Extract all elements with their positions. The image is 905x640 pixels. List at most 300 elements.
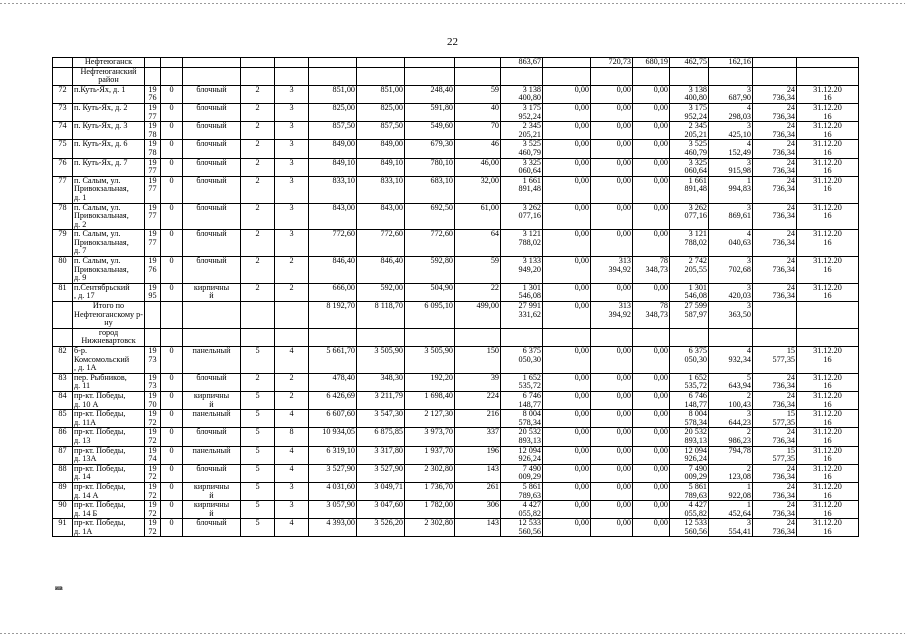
table-cell: 679,30 <box>405 140 455 158</box>
table-cell: 31.12.20 16 <box>797 501 859 519</box>
table-cell: 0,00 <box>633 283 670 301</box>
table-cell: 31.12.20 16 <box>797 410 859 428</box>
table-cell: 0,00 <box>543 122 591 140</box>
table-cell: 549,60 <box>405 122 455 140</box>
table-cell: 0,00 <box>591 391 633 409</box>
table-cell: 46 <box>455 140 501 158</box>
table-cell <box>633 328 670 346</box>
table-cell: кирпичны й <box>183 391 241 409</box>
table-cell: 143 <box>455 464 501 482</box>
table-cell: 2 <box>241 122 275 140</box>
table-cell: 3 262 077,16 <box>670 203 709 230</box>
table-cell: 833,10 <box>357 176 405 203</box>
table-cell <box>241 302 275 329</box>
table-cell: 0 <box>161 464 183 482</box>
table-cell: 0,00 <box>543 519 591 537</box>
table-cell: 2 <box>241 140 275 158</box>
table-cell: 19 72 <box>145 428 161 446</box>
table-row <box>53 203 859 230</box>
table-cell: 0,00 <box>633 103 670 121</box>
table-cell: панельный <box>183 410 241 428</box>
table-cell <box>591 67 633 85</box>
table-cell: 0,00 <box>591 203 633 230</box>
table-cell <box>709 67 753 85</box>
table-cell: 0 <box>161 446 183 464</box>
table-row <box>53 464 859 482</box>
table-cell: 6 375 050,30 <box>670 347 709 374</box>
table-cell: 2 <box>241 103 275 121</box>
table-cell: 3 <box>275 176 309 203</box>
table-cell: 2 <box>241 158 275 176</box>
table-cell: 0 <box>161 501 183 519</box>
table-cell: 1 452,64 <box>709 501 753 519</box>
table-cell: 19 78 <box>145 140 161 158</box>
table-cell: 3 175 952,24 <box>501 103 543 121</box>
table-cell: 2 <box>241 203 275 230</box>
table-row <box>53 482 859 500</box>
table-cell: 24 736,34 <box>753 85 797 103</box>
page-number: 22 <box>447 36 458 48</box>
table-cell: 1 782,00 <box>405 501 455 519</box>
table-cell <box>455 67 501 85</box>
table-cell: 8 192,70 <box>309 302 357 329</box>
table-cell: 78 348,73 <box>633 302 670 329</box>
table-cell: 0,00 <box>633 230 670 257</box>
table-cell: 8 <box>275 428 309 446</box>
table-cell: 3 973,70 <box>405 428 455 446</box>
table-cell: 24 736,34 <box>753 501 797 519</box>
table-cell: 3 687,90 <box>709 85 753 103</box>
table-cell: п. Салым, ул. Привокзальная, д. 7 <box>73 230 145 257</box>
table-cell: 1 937,70 <box>405 446 455 464</box>
table-cell: 24 736,34 <box>753 257 797 284</box>
table-cell: 0 <box>161 410 183 428</box>
table-cell: 31.12.20 16 <box>797 283 859 301</box>
table-cell <box>145 58 161 68</box>
table-cell: 76 <box>53 158 73 176</box>
table-cell <box>241 67 275 85</box>
table-cell: 72 <box>53 85 73 103</box>
table-cell: 3 554,41 <box>709 519 753 537</box>
table-cell: 20 532 893,13 <box>670 428 709 446</box>
table-cell: 19 76 <box>145 85 161 103</box>
table-cell: 0,00 <box>543 158 591 176</box>
table-cell: 24 736,34 <box>753 158 797 176</box>
table-cell: 91 <box>53 519 73 537</box>
table-cell: 592,00 <box>357 283 405 301</box>
table-cell <box>591 328 633 346</box>
table-cell: б-р. Комсомольский , д. 1А <box>73 347 145 374</box>
table-cell: 843,00 <box>357 203 405 230</box>
table-cell: 3 525 460,79 <box>670 140 709 158</box>
table-cell: пер. Рыбников, д. 11 <box>73 373 145 391</box>
table-cell: 3 525 460,79 <box>501 140 543 158</box>
table-cell <box>53 302 73 329</box>
table-cell: 680,19 <box>633 58 670 68</box>
housing-table <box>52 57 859 537</box>
table-cell: 3 363,50 <box>709 302 753 329</box>
table-cell: 6 746 148,77 <box>501 391 543 409</box>
table-cell: 59 <box>455 85 501 103</box>
page-top-edge <box>0 3 905 4</box>
table-cell: блочный <box>183 140 241 158</box>
table-row <box>53 519 859 537</box>
table-cell: 4 <box>275 464 309 482</box>
table-cell: пр-кт. Победы, д. 13А <box>73 446 145 464</box>
table-cell: 0,00 <box>633 203 670 230</box>
table-cell: 0 <box>161 203 183 230</box>
table-cell: 3 644,23 <box>709 410 753 428</box>
table-cell <box>753 328 797 346</box>
table-cell <box>161 67 183 85</box>
table-cell: 32,00 <box>455 176 501 203</box>
table-cell: 1 652 535,72 <box>501 373 543 391</box>
table-cell: 0,00 <box>633 446 670 464</box>
table-cell <box>53 328 73 346</box>
table-cell: 0,00 <box>591 482 633 500</box>
table-cell <box>183 67 241 85</box>
table-cell: 2 127,30 <box>405 410 455 428</box>
table-cell: 4 298,03 <box>709 103 753 121</box>
table-cell: 31.12.20 16 <box>797 482 859 500</box>
table-cell: 0 <box>161 373 183 391</box>
table-cell: 3 869,61 <box>709 203 753 230</box>
table-cell <box>145 67 161 85</box>
table-cell: 1 736,70 <box>405 482 455 500</box>
group-header-row <box>53 328 859 346</box>
table-cell: 80 <box>53 257 73 284</box>
table-cell: 833,10 <box>309 176 357 203</box>
table-cell: 6 746 148,77 <box>670 391 709 409</box>
table-cell: 2 302,80 <box>405 464 455 482</box>
table-cell <box>455 328 501 346</box>
table-row <box>53 230 859 257</box>
table-cell: кирпичны й <box>183 283 241 301</box>
table-cell: блочный <box>183 230 241 257</box>
group-header-row <box>53 67 859 85</box>
table-cell <box>543 58 591 68</box>
table-cell: 2 <box>275 257 309 284</box>
table-cell: 261 <box>455 482 501 500</box>
table-cell: 666,00 <box>309 283 357 301</box>
table-cell: 19 72 <box>145 464 161 482</box>
table-cell: 59 <box>455 257 501 284</box>
table-cell <box>357 58 405 68</box>
table-cell: 3 527,90 <box>357 464 405 482</box>
table-cell: 2 <box>241 283 275 301</box>
table-cell: 3 325 060,64 <box>670 158 709 176</box>
table-cell: 2 <box>241 85 275 103</box>
table-cell: 0,00 <box>543 410 591 428</box>
table-cell: 2 302,80 <box>405 519 455 537</box>
table-cell: 0,00 <box>591 122 633 140</box>
table-cell: 4 932,34 <box>709 347 753 374</box>
table-cell: 5 <box>241 410 275 428</box>
table-cell: 24 736,34 <box>753 519 797 537</box>
table-cell: пр-кт. Победы, д. 13 <box>73 428 145 446</box>
table-cell: Нефтеюганский район <box>73 67 145 85</box>
table-cell: 0 <box>161 482 183 500</box>
table-cell: 19 72 <box>145 501 161 519</box>
table-cell: 683,10 <box>405 176 455 203</box>
table-cell: 2 986,23 <box>709 428 753 446</box>
table-cell: п. Куть-Ях, д. 6 <box>73 140 145 158</box>
table-cell: 82 <box>53 347 73 374</box>
table-cell: 3 317,80 <box>357 446 405 464</box>
table-cell <box>241 328 275 346</box>
table-cell: 3 211,79 <box>357 391 405 409</box>
table-cell: 2 <box>275 373 309 391</box>
table-cell: 24 736,34 <box>753 122 797 140</box>
table-cell: 19 77 <box>145 158 161 176</box>
table-cell: 15 577,35 <box>753 446 797 464</box>
table-cell: 24 736,34 <box>753 283 797 301</box>
table-cell: 46,00 <box>455 158 501 176</box>
table-cell: 3 121 788,02 <box>501 230 543 257</box>
table-cell: 8 004 578,34 <box>501 410 543 428</box>
table-cell: 22 <box>455 283 501 301</box>
table-cell: 0,00 <box>591 501 633 519</box>
table-cell: 0,00 <box>543 302 591 329</box>
table-cell: 825,00 <box>309 103 357 121</box>
table-cell: 0,00 <box>633 410 670 428</box>
table-cell: 24 736,34 <box>753 391 797 409</box>
table-cell: 0,00 <box>591 140 633 158</box>
table-cell: 3 262 077,16 <box>501 203 543 230</box>
table-cell: 857,50 <box>357 122 405 140</box>
table-cell: 0,00 <box>543 230 591 257</box>
table-cell: 0 <box>161 140 183 158</box>
table-cell: Итого по Нефтеюганскому р- ну <box>74 301 143 328</box>
table-cell <box>309 328 357 346</box>
table-cell: 196 <box>455 446 501 464</box>
table-cell: 1 698,40 <box>405 391 455 409</box>
table-cell: 19 74 <box>145 446 161 464</box>
table-cell: 0,00 <box>543 373 591 391</box>
table-cell <box>183 302 241 329</box>
table-cell: 87 <box>53 446 73 464</box>
table-cell: 4 427 055,82 <box>670 501 709 519</box>
table-cell: 0 <box>161 347 183 374</box>
table-cell <box>145 328 161 346</box>
table-cell: пр-кт. Победы, д. 14 А <box>73 482 145 500</box>
table-cell: п. Салым, ул. Привокзальная, д. 9 <box>73 257 145 284</box>
table-cell: 3 527,90 <box>309 464 357 482</box>
table-cell: 3 <box>275 103 309 121</box>
table-cell: 6 095,10 <box>405 302 455 329</box>
table-cell: 3 <box>275 203 309 230</box>
table-cell: 5 <box>241 519 275 537</box>
table-cell: 462,75 <box>670 58 709 68</box>
table-cell: 0,00 <box>591 85 633 103</box>
table-cell: 10 934,05 <box>309 428 357 446</box>
table-cell: 83 <box>53 373 73 391</box>
table-cell: 2 345 205,21 <box>501 122 543 140</box>
table-cell <box>183 58 241 68</box>
table-cell <box>797 328 859 346</box>
table-cell: 90 <box>53 501 73 519</box>
table-cell <box>753 58 797 68</box>
table-cell: пр-кт. Победы, д. 14 <box>73 464 145 482</box>
table-cell <box>455 58 501 68</box>
table-cell: блочный <box>183 176 241 203</box>
table-cell: 0 <box>161 158 183 176</box>
table-cell: 216 <box>455 410 501 428</box>
table-cell: 15 577,35 <box>753 410 797 428</box>
table-cell: 39 <box>455 373 501 391</box>
table-cell: 31.12.20 16 <box>797 103 859 121</box>
table-cell <box>275 302 309 329</box>
table-cell: 2 <box>241 176 275 203</box>
table-cell: 24 736,34 <box>753 428 797 446</box>
table-cell: 2 <box>241 257 275 284</box>
table-cell: 248,40 <box>405 85 455 103</box>
table-cell: 3 138 400,80 <box>501 85 543 103</box>
table-cell <box>405 58 455 68</box>
table-cell: 5 <box>241 347 275 374</box>
table-cell: 0,00 <box>543 428 591 446</box>
table-cell <box>309 58 357 68</box>
table-cell: 31.12.20 16 <box>797 464 859 482</box>
table-cell: 3 425,10 <box>709 122 753 140</box>
table-cell: 0 <box>161 230 183 257</box>
table-cell: 162,16 <box>709 58 753 68</box>
table-cell: 0,00 <box>591 410 633 428</box>
table-cell: 0,00 <box>543 103 591 121</box>
table-row <box>53 283 859 301</box>
table-cell: блочный <box>183 428 241 446</box>
table-cell: 19 72 <box>145 519 161 537</box>
table-cell <box>797 302 859 329</box>
table-cell: пр-кт. Победы, д. 11А <box>73 410 145 428</box>
table-cell: 0 <box>161 283 183 301</box>
table-cell: 12 094 926,24 <box>501 446 543 464</box>
table-cell: 0,00 <box>591 158 633 176</box>
table-cell: 4 <box>275 519 309 537</box>
table-cell: 504,90 <box>405 283 455 301</box>
table-cell: 2 100,43 <box>709 391 753 409</box>
table-cell <box>797 58 859 68</box>
table-cell: 0,00 <box>633 122 670 140</box>
table-cell: 81 <box>53 283 73 301</box>
table-cell: 4 393,00 <box>309 519 357 537</box>
group-header-row <box>53 58 859 68</box>
table-cell: панельный <box>183 446 241 464</box>
table-cell: 3 049,71 <box>357 482 405 500</box>
table-cell: 3 133 949,20 <box>501 257 543 284</box>
table-cell: блочный <box>183 519 241 537</box>
table-cell: 3 526,20 <box>357 519 405 537</box>
table-cell: 31.12.20 16 <box>797 140 859 158</box>
table-cell <box>161 328 183 346</box>
table-cell <box>275 67 309 85</box>
table-cell: 5 <box>241 464 275 482</box>
table-cell: 2 742 205,55 <box>670 257 709 284</box>
table-cell: 3 047,60 <box>357 501 405 519</box>
table-cell <box>183 328 241 346</box>
table-cell: пр-кт. Победы, д. 14 Б <box>73 501 145 519</box>
table-cell: 31.12.20 16 <box>797 85 859 103</box>
table-cell: 143 <box>455 519 501 537</box>
table-cell: 0,00 <box>543 85 591 103</box>
table-cell: 19 70 <box>145 391 161 409</box>
table-cell: 7 490 009,29 <box>670 464 709 482</box>
table-cell: 0 <box>161 85 183 103</box>
table-cell: 0,00 <box>633 519 670 537</box>
table-cell: 24 736,34 <box>753 203 797 230</box>
table-cell: п. Салым, ул. Привокзальная, д. 1 <box>73 176 145 203</box>
table-cell: 0,00 <box>633 85 670 103</box>
table-cell: п. Куть-Ях, д. 7 <box>73 158 145 176</box>
table-cell: 772,60 <box>405 230 455 257</box>
table-row <box>53 103 859 121</box>
table-cell: 3 <box>275 230 309 257</box>
table-row <box>53 176 859 203</box>
table-cell: 3 <box>275 122 309 140</box>
table-cell: 19 77 <box>145 176 161 203</box>
table-cell: 64 <box>455 230 501 257</box>
table-cell: 24 736,34 <box>753 482 797 500</box>
table-cell: 5 661,70 <box>309 347 357 374</box>
table-cell: 3 <box>275 158 309 176</box>
table-cell: 74 <box>53 122 73 140</box>
table-cell: 592,80 <box>405 257 455 284</box>
table-cell <box>53 58 73 68</box>
table-cell: 5 <box>241 446 275 464</box>
table-cell <box>241 58 275 68</box>
table-cell: 0,00 <box>633 347 670 374</box>
table-cell: 6 375 050,30 <box>501 347 543 374</box>
table-cell: 0,00 <box>633 391 670 409</box>
table-cell <box>633 67 670 85</box>
table-cell: 0,00 <box>543 347 591 374</box>
table-cell: 27 991 331,62 <box>501 302 543 329</box>
table-cell: 6 426,69 <box>309 391 357 409</box>
table-cell: 0 <box>161 519 183 537</box>
table-cell: 75 <box>53 140 73 158</box>
table-cell: 857,50 <box>309 122 357 140</box>
table-cell: 1 994,83 <box>709 176 753 203</box>
table-cell: п.Куть-Ях, д. 1 <box>73 85 145 103</box>
table-cell: блочный <box>183 122 241 140</box>
table-cell: блочный <box>183 464 241 482</box>
table-cell: 15 577,35 <box>753 347 797 374</box>
table-cell: кирпичны й <box>183 482 241 500</box>
table-cell: 0,00 <box>543 176 591 203</box>
table-cell: 0,00 <box>591 283 633 301</box>
table-cell: 24 736,34 <box>753 373 797 391</box>
table-cell: 19 95 <box>145 283 161 301</box>
table-cell: 88 <box>53 464 73 482</box>
table-cell: 31.12.20 16 <box>797 391 859 409</box>
table-cell: 3 <box>275 140 309 158</box>
table-cell <box>275 58 309 68</box>
table-cell: 0,00 <box>591 373 633 391</box>
table-cell: 1 661 891,48 <box>670 176 709 203</box>
table-cell <box>357 328 405 346</box>
table-cell: 0,00 <box>543 464 591 482</box>
table-cell: 851,00 <box>309 85 357 103</box>
table-row <box>53 391 859 409</box>
table-cell: 780,10 <box>405 158 455 176</box>
table-cell: 846,40 <box>357 257 405 284</box>
table-cell: 31.12.20 16 <box>797 257 859 284</box>
table-cell: 19 76 <box>145 257 161 284</box>
table-cell: 0,00 <box>633 464 670 482</box>
table-row <box>53 122 859 140</box>
table-cell: 3 175 952,24 <box>670 103 709 121</box>
table-cell: 0,00 <box>633 373 670 391</box>
